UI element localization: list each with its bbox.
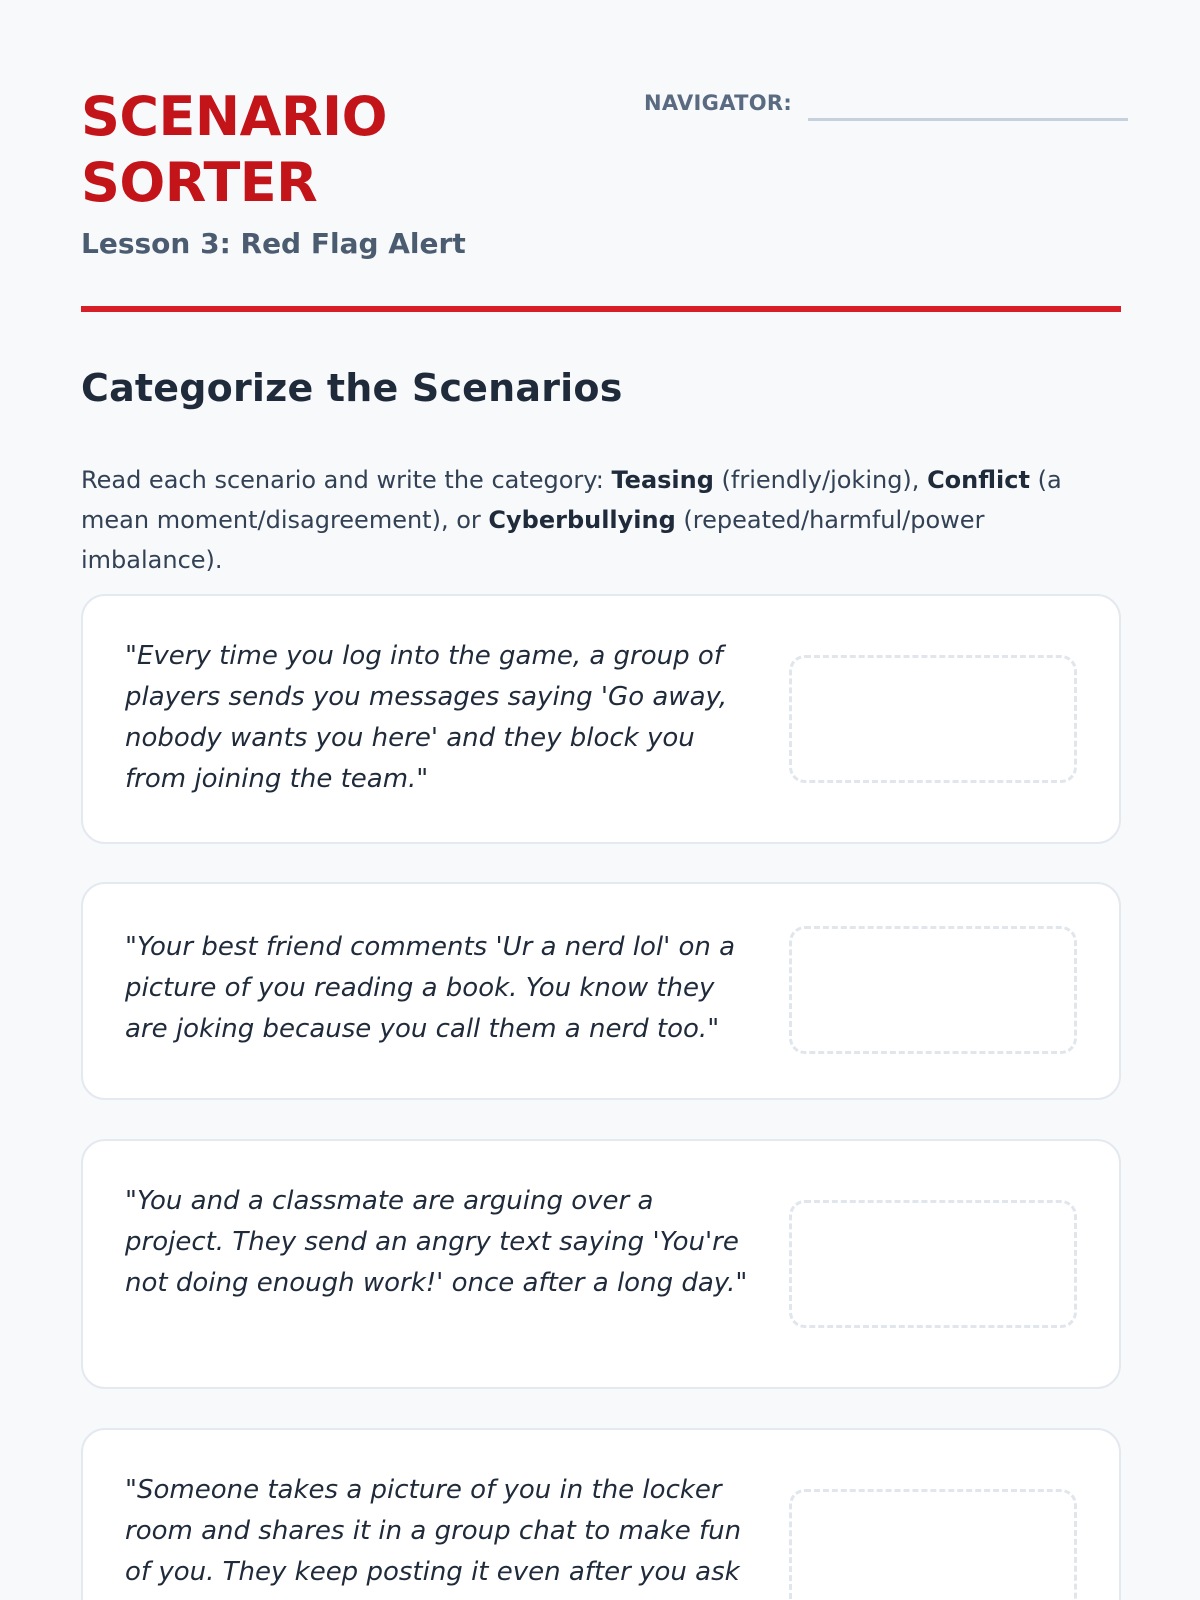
section-title: Categorize the Scenarios bbox=[81, 366, 623, 410]
page-title bbox=[81, 84, 387, 216]
scenario-card-3 bbox=[81, 1139, 1121, 1389]
answer-box[interactable] bbox=[789, 1489, 1077, 1600]
teasing-description: (friendly/joking), bbox=[713, 466, 928, 494]
instructions bbox=[81, 460, 1121, 580]
category-cyberbullying: Cyberbullying bbox=[488, 506, 676, 534]
navigator-input-line[interactable] bbox=[808, 84, 1128, 121]
scenario-card-1 bbox=[81, 594, 1121, 844]
lesson-subtitle: Lesson 3: Red Flag Alert bbox=[81, 227, 466, 260]
worksheet-page bbox=[81, 0, 1121, 1587]
navigator-field bbox=[644, 84, 1128, 121]
scenario-text: "Your best friend comments 'Ur a nerd lol' on a picture of you reading a book. You know they are joking because you call them a nerd too." bbox=[125, 932, 736, 1044]
scenario-text: "Someone takes a picture of you in the locker room and shares it in a group chat to make fun of you. They keep posting it even after you ask bbox=[125, 1475, 742, 1587]
title-line-1: SCENARIO bbox=[81, 85, 387, 148]
scenario-text: "You and a classmate are arguing over a project. They send an angry text saying 'You're not doing enough work!' once after a long day." bbox=[125, 1186, 748, 1298]
conflict-description: (a mean moment/disagreement), or bbox=[81, 466, 1062, 534]
cyberbullying-description: (repeated/harmful/power imbalance). bbox=[81, 506, 985, 574]
instructions-intro: Read each scenario and write the category: bbox=[81, 466, 612, 494]
answer-box[interactable] bbox=[789, 655, 1077, 783]
scenario-card-4 bbox=[81, 1428, 1121, 1600]
title-line-2: SORTER bbox=[81, 151, 318, 214]
answer-box[interactable] bbox=[789, 1200, 1077, 1328]
category-teasing: Teasing bbox=[611, 466, 714, 494]
scenario-text: "Every time you log into the game, a group of players sends you messages saying 'Go away, nobody wants you here' and they block you from joining the team." bbox=[125, 641, 728, 794]
worksheet-header bbox=[81, 0, 1121, 312]
answer-box[interactable] bbox=[789, 926, 1077, 1054]
header-divider bbox=[81, 306, 1121, 312]
category-conflict: Conflict bbox=[927, 466, 1030, 494]
navigator-label: NAVIGATOR: bbox=[644, 90, 793, 115]
scenario-card-2 bbox=[81, 882, 1121, 1100]
